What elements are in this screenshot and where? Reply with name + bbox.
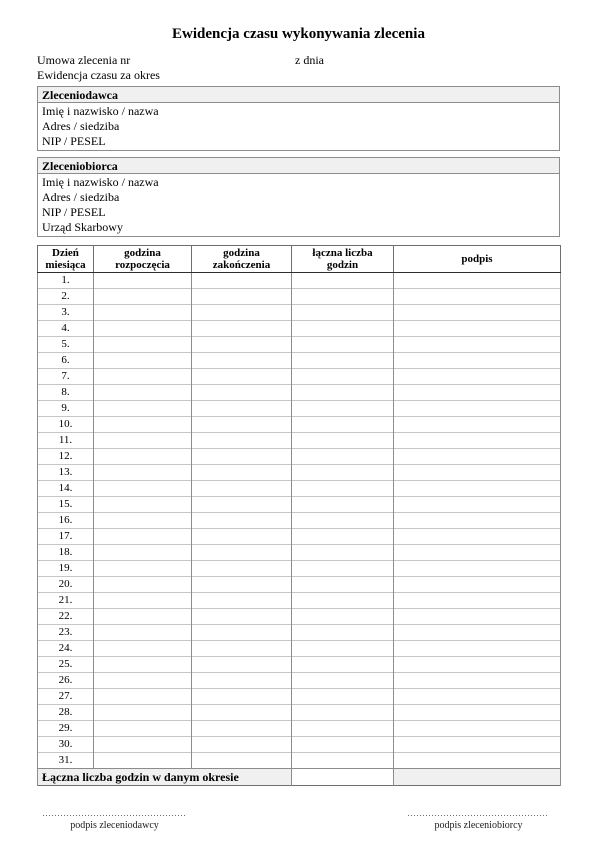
total-label: Łączna liczba godzin w danym okresie	[38, 769, 292, 786]
col-label-line: Dzień	[52, 247, 79, 259]
contractor-address-label: Adres / siedziba	[42, 190, 120, 204]
signature-cell	[394, 337, 561, 353]
total-hours-cell	[292, 417, 394, 433]
total-hours-cell	[292, 577, 394, 593]
day-cell: 25.	[38, 657, 94, 673]
signature-cell	[394, 753, 561, 769]
table-row	[38, 641, 561, 657]
start-time-cell	[94, 465, 192, 481]
day-cell: 4.	[38, 321, 94, 337]
signature-cell	[394, 481, 561, 497]
table-row	[38, 545, 561, 561]
day-cell: 11.	[38, 433, 94, 449]
table-footer	[38, 769, 561, 786]
total-hours-cell	[292, 641, 394, 657]
principal-header: Zleceniodawca	[38, 87, 559, 103]
day-cell: 23.	[38, 625, 94, 641]
signature-cell	[394, 545, 561, 561]
table-row	[38, 449, 561, 465]
principal-box	[37, 86, 560, 151]
table-row	[38, 289, 561, 305]
end-time-cell	[192, 721, 292, 737]
end-time-cell	[192, 689, 292, 705]
signature-cell	[394, 321, 561, 337]
end-time-cell	[192, 673, 292, 689]
end-time-cell	[192, 289, 292, 305]
table-row	[38, 497, 561, 513]
start-time-cell	[94, 689, 192, 705]
total-hours-cell	[292, 433, 394, 449]
day-cell: 15.	[38, 497, 94, 513]
table-row	[38, 337, 561, 353]
total-hours-cell	[292, 721, 394, 737]
day-cell: 21.	[38, 593, 94, 609]
total-hours-cell	[292, 497, 394, 513]
signature-cell	[394, 561, 561, 577]
day-cell: 18.	[38, 545, 94, 561]
start-time-cell	[94, 753, 192, 769]
signature-cell	[394, 385, 561, 401]
signature-cell	[394, 433, 561, 449]
start-time-cell	[94, 625, 192, 641]
end-time-cell	[192, 529, 292, 545]
signature-cell	[394, 497, 561, 513]
day-cell: 10.	[38, 417, 94, 433]
table-row	[38, 321, 561, 337]
table-row	[38, 529, 561, 545]
col-label-line: godzina	[124, 247, 161, 259]
total-hours-cell	[292, 561, 394, 577]
end-time-cell	[192, 353, 292, 369]
start-time-cell	[94, 273, 192, 289]
contractor-box	[37, 157, 560, 237]
total-hours-cell	[292, 753, 394, 769]
end-time-cell	[192, 641, 292, 657]
table-row	[38, 753, 561, 769]
day-cell: 8.	[38, 385, 94, 401]
signature-cell	[394, 353, 561, 369]
day-cell: 20.	[38, 577, 94, 593]
start-time-cell	[94, 593, 192, 609]
total-hours-cell	[292, 673, 394, 689]
col-label-line: zakończenia	[212, 259, 271, 271]
signature-cell	[394, 673, 561, 689]
day-cell: 17.	[38, 529, 94, 545]
signature-cell	[394, 657, 561, 673]
day-cell: 14.	[38, 481, 94, 497]
day-cell: 26.	[38, 673, 94, 689]
principal-signature-line	[43, 815, 186, 817]
total-hours-cell	[292, 545, 394, 561]
start-time-cell	[94, 305, 192, 321]
table-row	[38, 673, 561, 689]
start-time-cell	[94, 337, 192, 353]
signature-cell	[394, 737, 561, 753]
table-row	[38, 609, 561, 625]
end-time-cell	[192, 497, 292, 513]
day-cell: 6.	[38, 353, 94, 369]
start-time-cell	[94, 369, 192, 385]
day-cell: 22.	[38, 609, 94, 625]
end-time-cell	[192, 577, 292, 593]
start-time-cell	[94, 577, 192, 593]
total-row	[38, 769, 561, 786]
start-time-cell	[94, 673, 192, 689]
contractor-signature-line	[408, 815, 549, 817]
total-hours-cell	[292, 529, 394, 545]
day-cell: 9.	[38, 401, 94, 417]
table-row	[38, 593, 561, 609]
signature-cell	[394, 721, 561, 737]
contract-date-label: z dnia	[295, 53, 324, 67]
total-hours-cell	[292, 321, 394, 337]
contract-number-label: Umowa zlecenia nr	[37, 53, 131, 67]
end-time-cell	[192, 465, 292, 481]
signature-cell	[394, 625, 561, 641]
total-hours-cell	[292, 305, 394, 321]
table-row	[38, 689, 561, 705]
end-time-cell	[192, 433, 292, 449]
start-time-cell	[94, 657, 192, 673]
total-signature-cell	[394, 769, 561, 786]
end-time-cell	[192, 561, 292, 577]
day-cell: 7.	[38, 369, 94, 385]
start-time-cell	[94, 529, 192, 545]
total-hours-cell	[292, 353, 394, 369]
col-label-line: godzin	[326, 259, 359, 271]
end-time-cell	[192, 657, 292, 673]
day-cell: 16.	[38, 513, 94, 529]
table-row	[38, 433, 561, 449]
day-cell: 24.	[38, 641, 94, 657]
signatures-section	[37, 815, 560, 832]
end-time-cell	[192, 705, 292, 721]
signature-cell	[394, 513, 561, 529]
signature-cell	[394, 401, 561, 417]
table-row	[38, 417, 561, 433]
start-time-cell	[94, 721, 192, 737]
table-row	[38, 737, 561, 753]
period-line	[37, 68, 560, 83]
table-header	[38, 246, 561, 273]
end-time-cell	[192, 385, 292, 401]
day-cell: 1.	[38, 273, 94, 289]
table-row	[38, 385, 561, 401]
end-time-cell	[192, 417, 292, 433]
signature-cell	[394, 609, 561, 625]
end-time-cell	[192, 305, 292, 321]
table-row	[38, 513, 561, 529]
signature-cell	[394, 273, 561, 289]
table-row	[38, 625, 561, 641]
signature-cell	[394, 705, 561, 721]
total-hours-cell	[292, 369, 394, 385]
signature-cell	[394, 641, 561, 657]
contractor-signature-block	[408, 815, 549, 832]
start-time-cell	[94, 353, 192, 369]
table-row	[38, 721, 561, 737]
total-hours-cell	[292, 609, 394, 625]
day-cell: 19.	[38, 561, 94, 577]
total-hours-cell	[292, 273, 394, 289]
end-time-cell	[192, 753, 292, 769]
signature-cell	[394, 449, 561, 465]
total-hours-cell	[292, 337, 394, 353]
table-row	[38, 481, 561, 497]
day-cell: 2.	[38, 289, 94, 305]
table-row	[38, 561, 561, 577]
day-cell: 3.	[38, 305, 94, 321]
day-cell: 28.	[38, 705, 94, 721]
total-hours-cell	[292, 289, 394, 305]
signature-cell	[394, 577, 561, 593]
header-row	[38, 246, 561, 273]
total-hours-cell	[292, 513, 394, 529]
day-cell: 29.	[38, 721, 94, 737]
total-hours-cell	[292, 481, 394, 497]
days-table-body	[38, 273, 561, 769]
end-time-cell	[192, 401, 292, 417]
signature-cell	[394, 689, 561, 705]
table-row	[38, 273, 561, 289]
contractor-header: Zleceniobiorca	[38, 158, 559, 174]
total-hours-cell	[292, 705, 394, 721]
signature-cell	[394, 417, 561, 433]
table-row	[38, 465, 561, 481]
table-row	[38, 577, 561, 593]
start-time-cell	[94, 545, 192, 561]
table-row	[38, 305, 561, 321]
table-row	[38, 353, 561, 369]
col-total-hours	[292, 246, 394, 273]
start-time-cell	[94, 417, 192, 433]
end-time-cell	[192, 337, 292, 353]
signature-cell	[394, 289, 561, 305]
total-hours-cell	[292, 769, 394, 786]
contractor-tax-office-label: Urząd Skarbowy	[42, 220, 123, 234]
start-time-cell	[94, 561, 192, 577]
start-time-cell	[94, 449, 192, 465]
table-row	[38, 369, 561, 385]
period-label: Ewidencja czasu za okres	[37, 68, 160, 82]
principal-name-label: Imię i nazwisko / nazwa	[42, 104, 159, 118]
col-start-time	[94, 246, 192, 273]
signature-cell	[394, 465, 561, 481]
start-time-cell	[94, 737, 192, 753]
signature-cell	[394, 369, 561, 385]
end-time-cell	[192, 737, 292, 753]
signature-cell	[394, 593, 561, 609]
total-hours-cell	[292, 385, 394, 401]
start-time-cell	[94, 609, 192, 625]
table-row	[38, 401, 561, 417]
start-time-cell	[94, 705, 192, 721]
end-time-cell	[192, 513, 292, 529]
col-day-of-month	[38, 246, 94, 273]
total-hours-cell	[292, 401, 394, 417]
day-cell: 12.	[38, 449, 94, 465]
page-title: Ewidencja czasu wykonywania zlecenia	[172, 26, 425, 42]
start-time-cell	[94, 401, 192, 417]
principal-nip-label: NIP / PESEL	[42, 134, 106, 148]
total-hours-cell	[292, 689, 394, 705]
start-time-cell	[94, 385, 192, 401]
day-cell: 5.	[38, 337, 94, 353]
total-hours-cell	[292, 625, 394, 641]
start-time-cell	[94, 641, 192, 657]
col-label-line: łączna liczba	[312, 247, 373, 259]
contractor-nip-label: NIP / PESEL	[42, 205, 106, 219]
start-time-cell	[94, 289, 192, 305]
col-label-line: podpis	[461, 253, 493, 265]
principal-signature-block	[43, 815, 186, 832]
day-cell: 30.	[38, 737, 94, 753]
col-end-time	[192, 246, 292, 273]
start-time-cell	[94, 497, 192, 513]
day-cell: 13.	[38, 465, 94, 481]
start-time-cell	[94, 321, 192, 337]
contractor-fields	[38, 174, 559, 236]
principal-address-label: Adres / siedziba	[42, 119, 120, 133]
end-time-cell	[192, 545, 292, 561]
start-time-cell	[94, 433, 192, 449]
end-time-cell	[192, 273, 292, 289]
contractor-signature-label: podpis zleceniobiorcy	[434, 820, 523, 831]
end-time-cell	[192, 625, 292, 641]
end-time-cell	[192, 481, 292, 497]
col-label-line: rozpoczęcia	[115, 259, 170, 271]
principal-fields	[38, 103, 559, 150]
contractor-name-label: Imię i nazwisko / nazwa	[42, 175, 159, 189]
contract-line	[37, 53, 560, 68]
start-time-cell	[94, 513, 192, 529]
end-time-cell	[192, 321, 292, 337]
meta-section	[37, 53, 560, 83]
total-hours-cell	[292, 593, 394, 609]
day-cell: 31.	[38, 753, 94, 769]
col-label-line: godzina	[223, 247, 260, 259]
signature-cell	[394, 529, 561, 545]
time-record-table	[37, 245, 561, 786]
start-time-cell	[94, 481, 192, 497]
end-time-cell	[192, 369, 292, 385]
total-hours-cell	[292, 465, 394, 481]
end-time-cell	[192, 593, 292, 609]
table-row	[38, 705, 561, 721]
end-time-cell	[192, 449, 292, 465]
col-signature	[394, 246, 561, 273]
day-cell: 27.	[38, 689, 94, 705]
col-label-line: miesiąca	[45, 259, 86, 271]
total-hours-cell	[292, 657, 394, 673]
total-hours-cell	[292, 449, 394, 465]
total-hours-cell	[292, 737, 394, 753]
signature-cell	[394, 305, 561, 321]
end-time-cell	[192, 609, 292, 625]
principal-signature-label: podpis zleceniodawcy	[70, 820, 159, 831]
table-row	[38, 657, 561, 673]
